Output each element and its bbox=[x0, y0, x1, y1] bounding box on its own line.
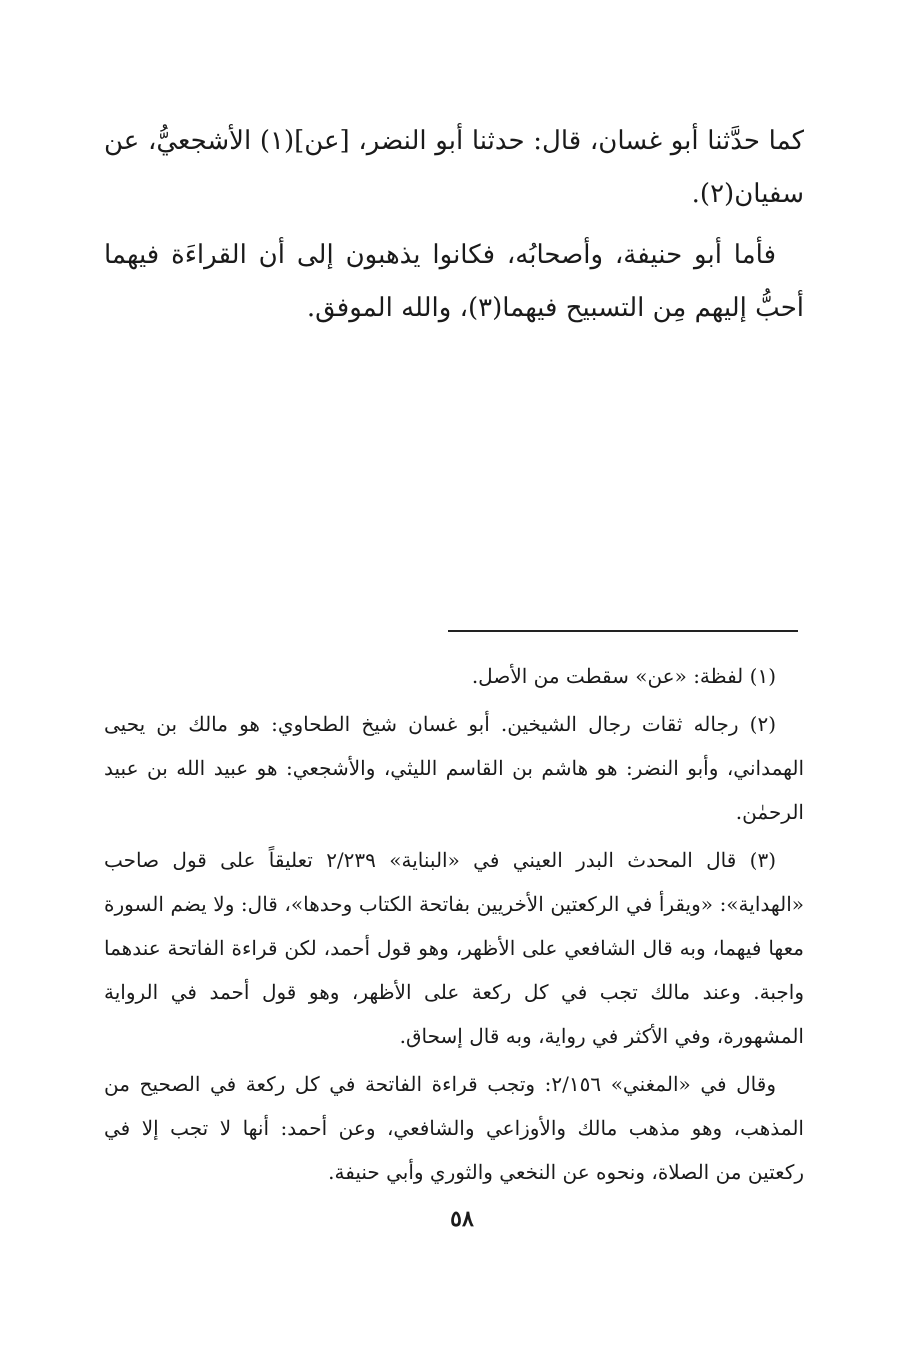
footnote-separator bbox=[448, 630, 798, 632]
footnote-2: (٢) رجاله ثقات رجال الشيخين. أبو غسان شيخ الطحاوي: هو مالك بن يحيى الهمداني، وأبو النضر: هو هاشم بن القاسم الليثي، والأشجعي: هو عبيد الله بن عبيد الرحمٰن. bbox=[104, 712, 804, 824]
footnote-1: (١) لفظة: «عن» سقطت من الأصل. bbox=[471, 664, 776, 688]
footnote-3: (٣) قال المحدث البدر العيني في «البناية» ٢/٢٣٩ تعليقاً على قول صاحب «الهداية»: «ويقرأ في الركعتين الأخريين بفاتحة الكتاب وحدها»، قال: ولا يضم السورة معها فيهما، وبه قال الشافعي على الأظهر، وهو قول أحمد، لكن قراءة الفاتحة عندهما واجبة. وعند مالك تجب في كل ركعة على الأظهر، وهو قول أحمد في الرواية المشهورة، وفي الأكثر في رواية، وبه قال إسحاق. bbox=[104, 848, 804, 1048]
main-paragraph-1: كما حدَّثنا أبو غسان، قال: حدثنا أبو النضر، [عن](١) الأشجعيُّ، عن سفيان(٢). bbox=[104, 126, 804, 209]
main-paragraph-2: فأما أبو حنيفة، وأصحابُه، فكانوا يذهبون إلى أن القراءَة فيهما أحبُّ إليهم مِن التسبيح فيهما(٣)، والله الموفق. bbox=[104, 240, 804, 323]
page-number: ٥٨ bbox=[450, 1206, 474, 1232]
footnote-3-continuation: وقال في «المغني» ٢/١٥٦: وتجب قراءة الفاتحة في كل ركعة في الصحيح من المذهب، وهو مذهب مالك والأوزاعي والشافعي، وعن أحمد: أنها لا تجب إلا في ركعتين من الصلاة، ونحوه عن النخعي والثوري وأبي حنيفة. bbox=[104, 1072, 804, 1184]
footnotes bbox=[104, 654, 804, 1194]
main-paragraph-1-block bbox=[104, 115, 804, 221]
main-paragraph-2-block bbox=[104, 229, 804, 335]
